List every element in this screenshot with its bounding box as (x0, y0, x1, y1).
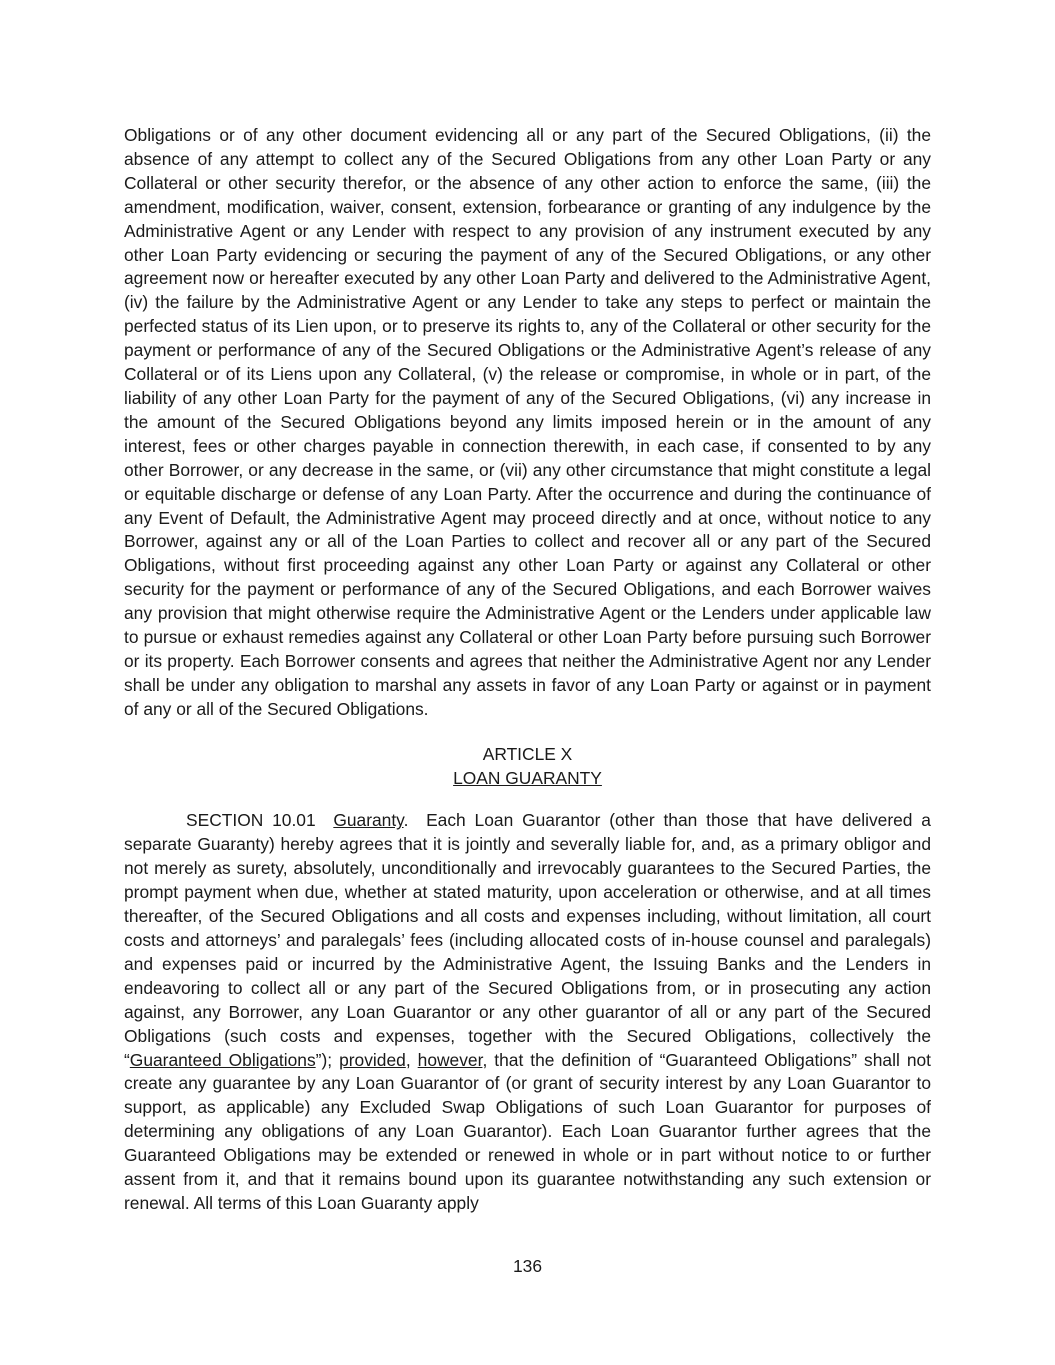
page-number: 136 (512, 1256, 542, 1276)
section-text-part3: , that the definition of “Guaranteed Obligations” shall not create any guarantee by any Loan Guarantor of (or grant of security interest by any Loan Guarantor to support, as applicable) any Excluded Swap Obligations of such Loan Guarantor for purposes of determining any obligations of any Loan Guarantor). Each Loan Guarantor further agrees that the Guaranteed Obligations may be extended or renewed in whole or in part without notice to or further assent from it, and that it remains bound upon its guarantee notwithstanding any such extension or renewal. All terms of this Loan Guaranty apply (124, 1049, 931, 1213)
defined-term: Guaranteed Obligations (129, 1049, 316, 1070)
section-text-part2: ”); (315, 1049, 340, 1070)
section-number: SECTION 10.01 (186, 810, 316, 831)
section-10-01-paragraph: SECTION 10.01 Guaranty. Each Loan Guarantor (other than those that have delivered a separate Guaranty) hereby agrees that it is jointly and severally liable for, and, as a primary obligor and not merely as surety, absolutely, unconditionally and irrevocably guarantees to the Secured Parties, the prompt payment when due, whether at stated maturity, upon acceleration or otherwise, and at all times thereafter, of the Secured Obligations and all costs and expenses including, without limitation, all court costs and attorneys’ and paralegals’ fees (including allocated costs of in-house counsel and paralegals) and expenses paid or incurred by the Administrative Agent, the Issuing Banks and the Lenders in endeavoring to collect all or any part of the Secured Obligations from, or in prosecuting any action against, any Borrower, any Loan Guarantor or any other guarantor of all or any part of the Secured Obligations (such costs and expenses, together with the Secured Obligations, collectively the “Guaranteed Obligations”); provided, however, that the definition of “Guaranteed Obligations” shall not create any guarantee by any Loan Guarantor of (or grant of security interest by any Loan Guarantor to support, as applicable) any Excluded Swap Obligations of such Loan Guarantor for purposes of determining any obligations of any Loan Guarantor). Each Loan Guarantor further agrees that the Guaranteed Obligations may be extended or renewed in whole or in part without notice to or further assent from it, and that it remains bound upon its guarantee notwithstanding any such extension or renewal. All terms of this Loan Guaranty apply (124, 810, 931, 1213)
document-body (124, 124, 931, 1216)
provided-term: provided (339, 1049, 406, 1070)
article-title: LOAN GUARANTY (453, 767, 602, 788)
section-title: Guaranty (333, 810, 404, 831)
article-heading (124, 743, 931, 791)
continuation-paragraph: Obligations or of any other document evidencing all or any part of the Secured Obligations, (ii) the absence of any attempt to collect any of the Secured Obligations from any other Loan Party or any Collateral or other security therefor, or the absence of any other action to enforce the same, (iii) the amendment, modification, waiver, consent, extension, forbearance or granting of any indulgence by the Administrative Agent or any Lender with respect to any provision of any instrument executed by any other Loan Party evidencing or securing the payment of any of the Secured Obligations, or any other agreement now or hereafter executed by any other Loan Party and delivered to the Administrative Agent, (iv) the failure by the Administrative Agent or any Lender to take any steps to perfect or maintain the perfected status of its Lien upon, or to preserve its rights to, any of the Collateral or other security for the payment or performance of any of the Secured Obligations or the Administrative Agent’s release of any Collateral or of its Liens upon any Collateral, (v) the release or compromise, in whole or in part, of the liability of any other Loan Party for the payment of any of the Secured Obligations, (vi) any increase in the amount of the Secured Obligations beyond any limits imposed herein or in the amount of any interest, fees or other charges payable in connection therewith, in each case, if consented to by any other Borrower, or any decrease in the same, or (vii) any other circumstance that might constitute a legal or equitable discharge or defense of any Loan Party. After the occurrence and during the continuance of any Event of Default, the Administrative Agent may proceed directly and at once, without notice to any Borrower, against any or all of the Loan Parties to collect and recover all or any part of the Secured Obligations, without first proceeding against any other Loan Party or against any Collateral or other security for the payment or performance of any of the Secured Obligations, and each Borrower waives any provision that might otherwise require the Administrative Agent or the Lenders under applicable law to pursue or exhaust remedies against any Collateral or other Loan Party before pursuing such Borrower or its property. Each Borrower consents and agrees that neither the Administrative Agent nor any Lender shall be under any obligation to marshal any assets in favor of any Loan Party or against or in payment of any or all of the Secured Obligations. (124, 125, 931, 719)
section-text-part1: Each Loan Guarantor (other than those that have delivered a separate Guaranty) hereby agrees that it is jointly and severally liable for, and, as a primary obligor and not merely as surety, absolutely, unconditionally and irrevocably guarantees to the Secured Parties, the prompt payment when due, whether at stated maturity, upon acceleration or otherwise, and at all times thereafter, of the Secured Obligations and all costs and expenses including, without limitation, all court costs and attorneys’ and paralegals’ fees (including allocated costs of in-house counsel and paralegals) and expenses paid or incurred by the Administrative Agent, the Issuing Banks and the Lenders in endeavoring to collect all or any part of the Secured Obligations from, or in prosecuting any action against, any Borrower, any Loan Guarantor or any other guarantor of all or any part of the Secured Obligations (such costs and expenses, together with the Secured Obligations, collectively the “ (124, 810, 931, 1070)
however-term: however (417, 1049, 483, 1070)
article-number: ARTICLE X (482, 743, 573, 764)
